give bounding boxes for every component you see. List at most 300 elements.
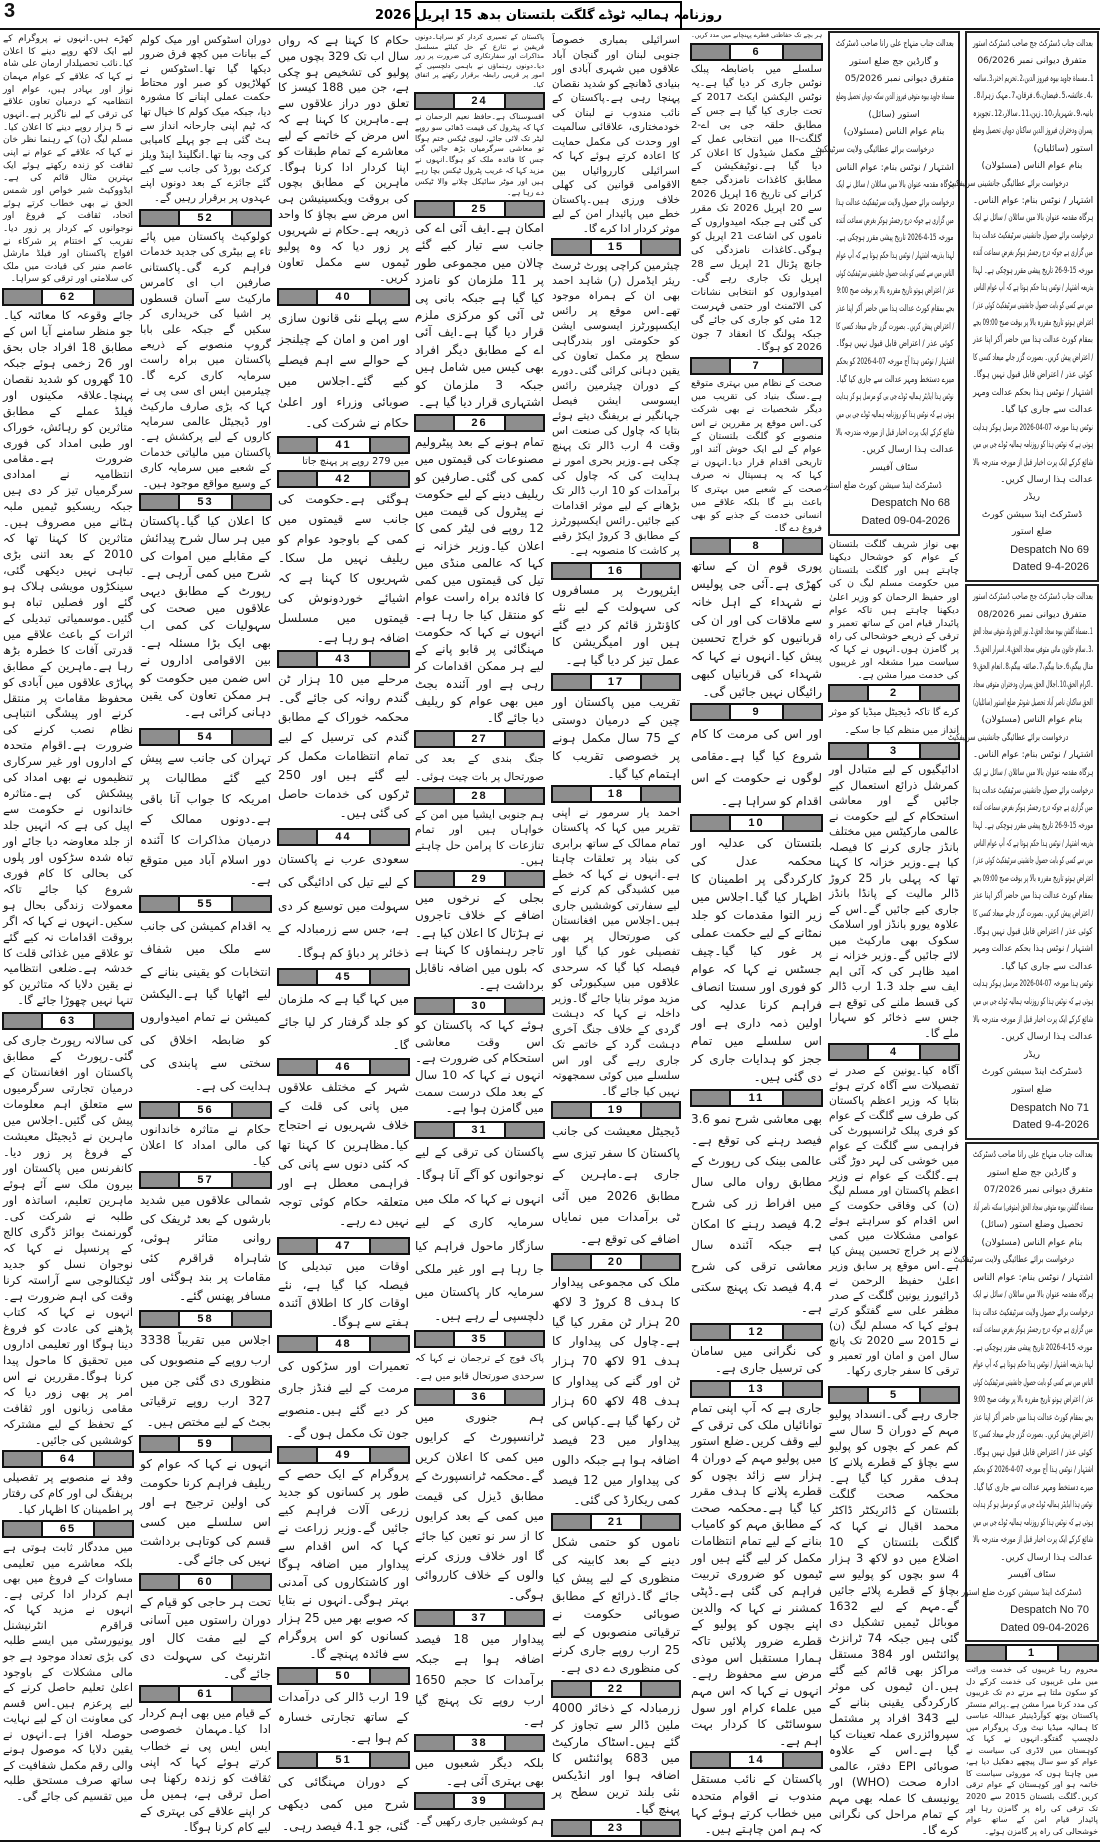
separator-bar-right — [784, 1325, 821, 1339]
separator-bar-right — [95, 1522, 132, 1536]
section-separator — [690, 703, 823, 721]
section-separator — [551, 1101, 681, 1119]
news-paragraph: ہوگئی ہے۔حکومت کی جانب سے قیمتوں میں کمی کے باوجود عوام کو ریلیف نہیں مل سکا۔شہریوں کا کہنا ہے کہ اشیائے خوردونوش کی قیمتوں میں مسلسل اضافہ ہو رہا ہے۔ — [278, 492, 409, 645]
notice-line-text: درخواست برائے حصول جانشینی سرٹیفکیٹ عدالت ہذا — [972, 230, 1093, 241]
notice-line — [834, 495, 954, 513]
notice-line-text: عدالت سے جاری کیا گیا۔ — [1000, 405, 1093, 416]
notice-line-text: اشتہار / نوٹس بنام: عوام الناس — [973, 1272, 1093, 1283]
news-text — [277, 848, 410, 966]
section-separator — [414, 1734, 545, 1752]
news-text — [690, 834, 823, 1087]
notice-line-text: ہوتی ہے کہ نوٹس ہذا کو روزنامہ ہمالیہ ٹوڈے جی بی میں — [972, 440, 1093, 451]
news-paragraph: اوقات میں تبدیلی کا فیصلہ کیا گیا ہے، نئے اوقات کار کا اطلاق آئندہ ہفتے سے ہوگا۔ — [278, 1259, 409, 1329]
section-separator — [277, 1751, 410, 1769]
section-separator — [277, 1058, 410, 1076]
separator-number: 43 — [316, 652, 370, 666]
news-text — [2, 308, 134, 1010]
notice-line — [971, 1165, 1093, 1183]
notice-line-text: ضلع استور — [1011, 1085, 1053, 1096]
news-paragraph: تحت ہر حاجی کو قیام کے دوران راستوں میں آسانی کے لیے مفت کال اور انٹرنیٹ کی سہولت دی جائے گی۔ — [140, 1595, 271, 1681]
news-paragraph: کرے گا تاکہ ڈیجیٹل میڈیا کو موثر انداز میں منظم کیا جا سکے۔ — [829, 707, 959, 736]
news-text — [139, 229, 272, 491]
separator-bar-right — [371, 970, 408, 984]
notice-line-text: Despatch No 70 — [1010, 1604, 1089, 1616]
notice-line — [971, 1497, 1093, 1515]
notice-line-text: ہرگاہ مقدمہ عنوان بالا میں سائلان / سائل نے ایک — [972, 213, 1093, 224]
separator-number: 26 — [453, 416, 506, 430]
separator-bar-left — [553, 675, 590, 689]
section-separator — [139, 1171, 272, 1189]
separator-bar-right — [642, 787, 679, 801]
separator-bar-left — [692, 816, 729, 830]
separator-bar-left — [416, 94, 453, 108]
notice-line — [971, 959, 1093, 977]
notice-line — [971, 712, 1093, 730]
separator-bar-left — [279, 1753, 316, 1767]
separator-bar-right — [371, 1239, 408, 1253]
notice-line-text: نوٹس ہذا مورخہ 07-04-2026 مرسل ہوکر ہدایت — [973, 979, 1093, 990]
news-text — [277, 670, 410, 826]
notice-line-text: میں گزاری ہے جوکہ درج رجسٹر ہوکر بغرض سماعت آئندہ — [973, 803, 1093, 814]
separator-number: 50 — [316, 1669, 370, 1683]
separator-number: 49 — [316, 1448, 370, 1462]
news-paragraph: پروگرام کے ایک حصے کے طور پر کسانوں کو جدید زرعی آلات فراہم کیے جائیں گے۔وزیر زراعت نے کہا کہ اس اقدام سے پیداوار میں اضافہ ہوگا اور کاشتکاروں کی آمدنی بہتر ہوگی۔انہوں نے بتایا کہ صوبے بھر میں 25 ہزار کسانوں کو اس پروگرام سے فائدہ پہنچے گا۔ — [278, 1467, 409, 1661]
notice-line — [971, 906, 1093, 924]
section-separator — [139, 1435, 272, 1453]
news-paragraph: محروم رہا غریبوں کی خدمت وراثت میں ملی غریبوں کی خدمت کرکے دل کو سکون ملتا ہے مرتے دم تک غریبوں کی مدد کرنا میرا مشن ہے۔پرائم منسٹر پاکستان یوتھ کوآرڈینیٹر عبداللہ عباسی کا ہمالیہ میڈیا نیٹ ورک پروگرام میں دلچسپ گفتگو۔انہوں نے کہا کہ کوہستان میں لاڈری کی سیاست نے عوام کو سو سال پیچھے دھکیل دیا ہے، میں چاہتا ہوں کہ موروثی سیاست کا خاتمہ ہو اور کوہستان کے عوام ترقی کریں۔گلگت بلتستان 2015 سے 2020 تک ترقی کی راہ پر گامزن رہا اور پائیدار قیام امن کے ساتھ عوام خوشحالی کی راہ پر گامزن ہوئے۔ — [966, 1665, 1098, 1836]
separator-bar-right — [506, 1332, 543, 1346]
separator-number: 6 — [729, 45, 783, 59]
separator-bar-right — [371, 830, 408, 844]
separator-number: 40 — [316, 290, 370, 304]
notice-line-text: ہرگاہ مقدمہ عنوان بالا میں سائلان / سائل نے ایک — [972, 768, 1093, 779]
separator-number: 45 — [316, 970, 370, 984]
separator-bar-right — [642, 1821, 679, 1835]
news-text — [139, 1705, 272, 1838]
news-text — [2, 1540, 134, 1812]
news-text — [139, 513, 272, 726]
news-text — [414, 750, 545, 785]
separator-number: 63 — [41, 1014, 95, 1028]
notice-line-text: مورخہ 15-4-2026 تاریخ پیشی مقرر ہوچکی ہے۔ — [836, 233, 954, 244]
section-separator — [139, 1685, 272, 1703]
masthead-title: روزنامہ ہمالیہ ٹوڈے گلگت بلتستان بدھ 15 اپریل 2026 — [374, 8, 723, 23]
notice-line — [971, 507, 1093, 524]
separator-bar-left — [4, 290, 41, 304]
separator-number: 7 — [729, 359, 783, 373]
section-separator — [2, 288, 134, 306]
separator-number: 61 — [178, 1687, 232, 1701]
separator-number: 15 — [590, 240, 643, 254]
notice-line-text: عذر / اعتراض ہوتو تاریخ مقررہ بالا پر بوقت صبح 9:00 — [836, 286, 954, 297]
news-paragraph: ہم کوششیں جاری رکھیں گے۔ — [415, 1816, 544, 1827]
notice-line-text: کوئی عذر / اعتراض قابل قبول نہیں ہوگا۔ — [973, 370, 1093, 381]
notice-line — [834, 389, 954, 407]
separator-bar-right — [233, 211, 270, 225]
notice-line-text: عدالت سے جاری کیا گیا۔ — [1000, 961, 1093, 972]
news-paragraph: وفد نے منصوبے پر تفصیلی بریفنگ لی اور کام کی رفتار پر اطمینان کا اظہار کیا۔ — [3, 1471, 133, 1516]
notice-line — [971, 245, 1093, 262]
news-paragraph: افسوسناک ہے۔حافظ نعیم الرحمان نے کہا کہ پیٹرول کی قیمت ڈھائی سو روپے لیٹر تک لائی جائے، لیوی ٹیکس ختم ہوگا تو معاشی سرگرمیاں بڑھ جائیں گی جس کا فائدہ ملک کو ہوگا۔انہوں نے مزید کہا کہ غریب پٹرول ٹیکس بچا رہے ہیں اور موٹر سائیکل چلانے والا ٹیکس دے رہا ہے۔ — [415, 112, 544, 197]
separator-number: 38 — [453, 1736, 506, 1750]
separator-bar-right — [95, 290, 132, 304]
news-text — [139, 33, 272, 207]
separator-bar-right — [506, 1390, 543, 1404]
separator-bar-right — [506, 416, 543, 430]
news-text — [690, 557, 823, 701]
separator-bar-left — [279, 1060, 316, 1074]
notice-line — [971, 158, 1093, 175]
section-separator — [2, 1450, 134, 1468]
news-paragraph: میں کہا گیا ہے کہ ملزمان کو جلد گرفتار کر لیا جائے گا۔ — [278, 992, 409, 1052]
notice-line-text: مسماة گلشن بیوہ متوفی سجاد الحق (متوفی) سکنہ ناصر آباد — [972, 1202, 1093, 1213]
news-paragraph: بھی معاشی شرح نمو 3.6 فیصد رہنے کی توقع ہے۔عالمی بینک کی رپورٹ کے مطابق رواں مالی سال میں افراط زر کی شرح 4.2 فیصد رہنے کا امکان ہے جبکہ آئندہ سال معاشی ترقی کی شرح 4.4 فیصد تک پہنچ سکتی ہے۔ — [691, 1112, 822, 1315]
separator-bar-left — [553, 1682, 590, 1696]
notice-line — [971, 853, 1093, 871]
separator-number: 13 — [729, 1382, 783, 1396]
separator-bar-left — [830, 744, 867, 758]
separator-number: 39 — [453, 1794, 506, 1808]
notice-line — [971, 123, 1093, 140]
notice-line-text: متفرق دیوانی نمبر 08/2026 — [977, 609, 1087, 620]
notice-line — [971, 1182, 1093, 1200]
news-text — [414, 807, 545, 868]
notice-line-text: درخواست برائے حصول ولایت سرٹیفکیٹ عدالت ہذا — [972, 1307, 1093, 1318]
notice-line — [971, 783, 1093, 801]
notice-line — [971, 1305, 1093, 1323]
separator-number: 59 — [178, 1437, 232, 1451]
news-text — [551, 805, 681, 1099]
section-separator — [551, 1680, 681, 1698]
separator-bar-right — [642, 675, 679, 689]
notice-line-text: میرے دستخط ومہر عدالت سے جاری کیا گیا۔ — [972, 1482, 1093, 1493]
notice-line-text: اشتہار / نوٹس ہذا بحکم عدالت ومہر — [973, 944, 1093, 955]
news-text — [277, 490, 410, 648]
news-paragraph: بلتستان کی عدلیہ اور محکمہ عدل کی کارکردگی پر اطمینان کا اظہار کیا گیا۔اجلاس میں زیر التوا مقدمات کو جلد نمٹانے کے لیے حکمت عملی پر غور کیا گیا۔چیف جسٹس نے کہا کہ عوام کو فوری اور سستا انصاف فراہم کرنا عدلیہ کی اولین ذمہ داری ہے اور اس سلسلے میں تمام ججز کو ہدایات جاری کر دی گئی ہیں۔ — [691, 836, 822, 1084]
separator-bar-right — [233, 1437, 270, 1451]
news-column — [139, 0, 272, 1843]
notice-line-text: بمقام کورٹ عدالت ہذا میں حاضر آکر اپنا عذر — [973, 335, 1093, 346]
separator-bar-left — [279, 438, 316, 452]
notice-line-text: نوٹس ہذا ایڈیٹر ہمالیہ ٹوڈے جی بی کو مرسل ہو کر ہدایت — [836, 392, 954, 403]
section-separator — [139, 209, 272, 227]
separator-bar-left — [279, 290, 316, 304]
notice-line — [971, 1287, 1093, 1305]
separator-bar-right — [784, 816, 821, 830]
separator-bar-left — [279, 652, 316, 666]
notice-line-text: بجے بمقام کورٹ عدالت ہذا میں حاضر آکر اپنا عذر — [972, 1412, 1093, 1423]
separator-bar-left — [416, 1123, 453, 1137]
news-paragraph: 19 ارب ڈالر کی درآمدات کے ساتھ تجارتی خسارہ کم ہوا ہے۔ — [278, 1690, 409, 1745]
separator-number: 37 — [453, 1611, 506, 1625]
notice-line — [971, 71, 1093, 88]
separator-bar-right — [506, 732, 543, 746]
notice-line-text: بعدالت جناب ڈسٹرکٹ جج صاحب ڈسٹرکٹ استور — [972, 592, 1093, 602]
notice-line-text: بعدالت جناب منہاج علی رانا صاحب ڈسٹرکٹ — [836, 39, 954, 49]
section-separator — [414, 1121, 545, 1139]
notice-line — [971, 455, 1093, 472]
masthead — [374, 1, 723, 30]
notice-line-text: ریڈر — [1024, 492, 1040, 503]
separator-bar-right — [233, 1312, 270, 1326]
news-paragraph: پوری قوم ان کے ساتھ کھڑی ہے۔آئی جی پولیس نے شہداء کے اہل خانہ سے ملاقات کی اور ان کی قربانیوں کو خراج تحسین پیش کیا۔انہوں نے کہا کہ شہداء کی قربانیاں کبھی رائیگاں نہیں جائیں گی۔ — [691, 559, 822, 699]
notice-line — [971, 836, 1093, 854]
notice-line-text: بجے بمقام کورٹ عدالت ہذا میں حاضر آکر اپنا عذر — [835, 304, 954, 315]
separator-number: 23 — [590, 1821, 643, 1835]
news-paragraph: پاک فوج کے ترجمان نے کہا کہ سرحدی صورتحال قابو میں ہے۔ — [415, 1353, 544, 1382]
separator-bar-left — [141, 730, 178, 744]
news-paragraph: مرحلے میں 10 ہزار ٹن گندم روانہ کی جائے گی۔محکمہ خوراک کے مطابق گندم کی ترسیل کے لیے تمام انتظامات مکمل کر لیے گئے ہیں اور 250 ٹرکوں کی خدمات حاصل کی گئی ہیں۔ — [278, 672, 409, 821]
news-column — [277, 0, 410, 1843]
notice-line-text: اشتہار / نوٹس ہذا آج مورخہ 07-4-2026 کو بحکم — [835, 357, 954, 368]
separator-number: 27 — [453, 732, 506, 746]
separator-number: 20 — [590, 1255, 643, 1269]
separator-bar-right — [506, 94, 543, 108]
notice-line — [971, 106, 1093, 123]
notice-line — [947, 176, 1093, 193]
notice-line-text: ہوتی ہے کہ نوٹس ہذا کو روزنامہ ہمالیہ ٹوڈے جی بی میں — [972, 1517, 1093, 1528]
separator-number: 51 — [316, 1753, 370, 1767]
notice-line-text: نوٹس ہذا ایڈیٹر ہمالیہ ٹوڈے جی بی کو مرسل ہو کر ہدایت — [973, 1500, 1093, 1510]
news-text — [414, 220, 545, 412]
separator-number: 12 — [729, 1325, 783, 1339]
separator-bar-left — [553, 1515, 590, 1529]
notice-line-text: Despatch No 68 — [871, 497, 950, 510]
section-separator — [2, 1012, 134, 1030]
separator-bar-left — [279, 970, 316, 984]
section-separator — [414, 1792, 545, 1810]
notice-line — [971, 280, 1093, 297]
separator-bar-right — [371, 438, 408, 452]
news-text — [414, 890, 545, 995]
news-text — [414, 434, 545, 728]
news-paragraph: پاکستان کے نائب مستقل مندوب نے اقوام متحدہ میں خطاب کرتے ہوئے کہا کہ ہم امن چاہتے ہیں۔ — [691, 1772, 822, 1837]
separator-bar-left — [416, 789, 453, 803]
notice-line-text: و گارڈین جج ضلع استور — [987, 1167, 1077, 1178]
section-separator — [414, 787, 545, 805]
notice-line — [971, 1322, 1093, 1340]
news-text — [690, 1109, 823, 1321]
news-column — [551, 0, 681, 1843]
separator-bar-left — [141, 897, 178, 911]
notice-line — [823, 478, 954, 496]
notice-line — [971, 642, 1093, 660]
section-separator — [277, 1335, 410, 1353]
separator-number: 31 — [453, 1123, 506, 1137]
notice-line-text: / اعتراض پیش کریں۔ بصورت گزر جانے میعاد کسی کا — [972, 1430, 1093, 1440]
notice-line-text: ہوتی ہے کہ نوٹس ہذا کو روزنامہ ہمالیہ ٹوڈے جی بی میں — [835, 410, 954, 421]
section-separator — [277, 828, 410, 846]
news-text — [551, 1273, 681, 1511]
section-separator — [551, 1253, 681, 1271]
notice-line — [971, 437, 1093, 454]
news-paragraph: تہران کی جانب سے پیش کیے گئے مطالبات پر امریکہ کا جواب آنا باقی ہے۔دونوں ممالک کے درمیان مذاکرات کا آئندہ دور اسلام آباد میں متوقع ہے۔ — [140, 751, 271, 888]
separator-bar-right — [233, 730, 270, 744]
section-separator — [139, 895, 272, 913]
separator-number: 18 — [590, 787, 643, 801]
separator-bar-right — [642, 1682, 679, 1696]
notice-line-text: کوئی عذر / اعتراض قابل قبول نہیں ہوگا۔ — [973, 926, 1093, 937]
separator-bar-right — [371, 652, 408, 666]
separator-bar-left — [692, 705, 729, 719]
separator-number: 65 — [41, 1522, 95, 1536]
section-separator — [277, 1667, 410, 1685]
news-text — [139, 1593, 272, 1683]
section-separator — [551, 1819, 681, 1837]
news-paragraph: دوران اسٹوکس اور میک کولم کے بیانات میں کچھ فرق ضرور دیکھا گیا تھا۔اسٹوکس نے کھلاڑیوں کو صبر اور محتاط حکمت عملی اپنانے کا مشورہ دیا، جبکہ میک کولم کا خیال تھا کہ ٹیم اپنی جارحانہ انداز سے ہٹ گئی ہے جو پہلے کامیابی کی وجہ بنا تھا۔انگلینڈ اینڈ ویلز کرکٹ بورڈ کی جانب سے کیے گئے جائزے کے بعد دونوں اپنے عہدوں پر برقرار رہیں گے۔ — [140, 34, 271, 204]
notice-line — [971, 1620, 1093, 1638]
news-paragraph: حکام کا کہنا ہے کہ رواں سال اب تک 329 بچوں میں پولیو کی تشخیص ہو چکی ہے، جن میں 188 کیسز کا تعلق دور دراز علاقوں سے ہے۔ماہرین کا کہنا ہے کہ اس مرض کے خاتمے کے لیے معاشرے کے تمام طبقات کو اپنا کردار ادا کرنا ہوگا۔ماہرین کے مطابق بچوں کی بروقت ویکسینیشن ہی اس مرض سے بچاؤ کا واحد ذریعہ ہے۔حکام نے شہریوں پر زور دیا کہ وہ پولیو ٹیموں سے مکمل تعاون کریں۔ — [278, 33, 409, 285]
news-paragraph: بجلی کے نرخوں میں اضافے کے خلاف تاجروں نے ہڑتال کا اعلان کیا ہے۔تاجر رہنماؤں کا کہنا ہے کہ بلوں میں اضافہ ناقابل برداشت ہے۔ — [415, 891, 544, 992]
separator-number: 21 — [590, 1515, 643, 1529]
separator-bar-right — [95, 1452, 132, 1466]
separator-bar-left — [416, 732, 453, 746]
news-text — [139, 748, 272, 893]
news-paragraph: آگاہ کیا۔یونین کے صدر نے تفصیلات سے آگاہ کرتے ہوئے بتایا کہ وزیر اعظم پاکستان کی طرف سے گلگت کے عوام کو فری پبلک ٹرانسپورٹ کی فراہمی سے گلگت کے عوام میں خوشی کی لہر دوڑ گئی ہے۔گلگت کے عوام نے وزیر اعظم پاکستان اور مسلم لیگ (ن) کی وفاقی حکومت کے اس اقدام کو سراہتے ہوئے عوامی مشکلات میں کمی لانے پر خراج تحسین پیش کیا ہے۔اس موقع پر سابق وزیر اعلیٰ حفیظ الرحمن نے ڈرائیورز یونین گلگت کے صدر مظفر علی سے گفتگو کرتے ہوئے کہا کہ مسلم لیگ (ن) نے 2015 سے 2020 تک پانچ سال امن و امان اور تعمیر و ترقی کا سفر جاری رکھا۔ — [829, 1064, 960, 1378]
notice-line-text: بنام عوام الناس (مسئولان) — [843, 127, 945, 138]
notice-line-text: ڈسٹرکٹ اینڈ سیشن کورٹ ضلع استور — [961, 1587, 1082, 1598]
news-text — [139, 1191, 272, 1308]
separator-number: 41 — [316, 438, 370, 452]
news-paragraph: کی سالانہ رپورٹ جاری کی گئی۔رپورٹ کے مطابق پاکستان اور افغانستان کے درمیان تجارتی سرگرمیوں سے متعلق اہم معلومات پیش کی گئیں۔اجلاس میں ماہرین نے ڈیجیٹل معیشت کے فروغ پر زور دیا۔کانفرنس میں پاکستان اور بیرون ملک سے آئے ہوئے ماہرین تعلیم، اساتذہ اور طلبہ نے شرکت کی۔گورنمنٹ بوائز ڈگری کالج کے پرنسپل نے کہا کہ نوجوان نسل کو جدید ٹیکنالوجی سے آراستہ کرنا وقت کی اہم ضرورت ہے۔انہوں نے کہا کہ کتاب پڑھنے کی عادت کو فروغ دینا ہوگا اور تعلیمی اداروں میں تحقیق کا ماحول پیدا کرنا ہوگا۔مقررین نے اس امر پر بھی زور دیا کہ مقامی زبانوں اور ثقافت کے تحفظ کے لیے مشترکہ کوششیں کی جائیں۔ — [3, 1033, 133, 1447]
separator-bar-right — [642, 1255, 679, 1269]
separator-bar-left — [416, 202, 453, 216]
notice-line-text: کوئی عذر / اعتراض قابل قبول نہیں ہوگا۔ — [973, 1447, 1093, 1458]
notice-line-text: اشتہار / نوٹس بنام: عوام الناس۔ — [972, 750, 1093, 761]
notice-line-text: لہذا بذریعہ اشتہار / نوٹس ہذا حکم ہوتا ہے کہ آپ عوام — [973, 1360, 1093, 1370]
news-paragraph: کا اعلان کیا گیا۔پاکستان میں ہر سال شرح پیدائش کے مقابلے میں اموات کی شرح میں کمی آرہی ہے۔رپورٹ کے مطابق دیہی علاقوں میں صحت کی سہولیات کی کمی اب بھی ایک بڑا مسئلہ ہے۔بین الاقوامی اداروں نے اس ضمن میں حکومت کو ہر ممکن تعاون کی یقین دہانی کرائی ہے۔ — [140, 514, 271, 720]
separator-bar-right — [233, 1575, 270, 1589]
news-text — [551, 582, 681, 671]
notice-line — [971, 1082, 1093, 1100]
notice-line — [971, 765, 1093, 783]
news-paragraph: اسرائیلی بمباری خصوصاً جنوبی لبنان اور گنجان آباد علاقوں میں شہری آبادی اور بنیادی ڈھانچے کو شدید نقصان پہنچا رہی ہے۔پاکستان کے نائب مندوب نے لبنان کی خودمختاری، علاقائی سالمیت اور وحدت کی مکمل حمایت کا اعادہ کرتے ہوئے کہا کہ اسرائیلی کارروائیاں بین الاقوامی قوانین کی کھلی خلاف ورزی ہیں۔پاکستان خطے میں پائیدار امن کے لیے موثر کردار ادا کرے گا۔ — [552, 34, 680, 235]
separator-bar-right — [642, 564, 679, 578]
separator-bar-right — [784, 705, 821, 719]
separator-number: 14 — [729, 1753, 783, 1767]
separator-bar-left — [553, 564, 590, 578]
news-paragraph: پاکستان کی ترقی کے لیے نوجوانوں کو آگے آنا ہوگا۔انہوں نے کہا کہ ملک میں سرمایہ کاری کے لیے سازگار ماحول فراہم کیا جا رہا ہے اور غیر ملکی سرمایہ کار پاکستان میں دلچسپی لے رہے ہیں۔ — [415, 1145, 544, 1323]
separator-bar-left — [553, 1821, 590, 1835]
notice-line — [971, 941, 1093, 959]
separator-bar-right — [642, 240, 679, 254]
separator-number: 9 — [729, 705, 783, 719]
news-paragraph: سلسلے میں باضابطہ پبلک نوٹس جاری کر دیا گیا ہے۔یہ نوٹس الیکشن ایکٹ 2017 کے تحت جاری کیا گیا ہے جس کے مطابق حلقہ جی بی اے-2 گلگت-II میں انتخابی عمل کے لیے مکمل شیڈول کا اعلان کر دیا گیا ہے۔نوٹیفکیشن کے مطابق کاغذات نامزدگی جمع کرانے کی تاریخ 16 اپریل 2026 سے 20 اپریل 2026 تک مقرر کی گئی ہے جبکہ امیدواروں کے ناموں کی اشاعت 21 اپریل کو ہوگی۔کاغذات نامزدگی کی جانچ پڑتال 21 اپریل سے 28 اپریل تک جاری رہے گی۔امیدواروں کو انتخابی نشانات کی الاٹمنٹ اور حتمی فہرست 12 مئی کو جاری کی جائے گی جبکہ پولنگ کا انعقاد 7 جون 2026 کو ہوگا۔ — [691, 64, 823, 354]
separator-bar-left — [692, 539, 729, 553]
section-separator — [139, 1101, 272, 1119]
separator-bar-right — [506, 1736, 543, 1750]
separator-number: 54 — [178, 730, 232, 744]
notice-line-text: اشتہار / نوٹس ہذا آج مورخہ 07-4-2026 کو بحکم — [972, 1465, 1093, 1475]
news-text — [277, 1687, 410, 1749]
separator-bar-right — [371, 472, 408, 486]
notice-line — [971, 659, 1093, 677]
separator-bar-left — [279, 830, 316, 844]
notice-line-text: ہرگاہ مقدمہ عنوان بالا میں سائلان / سائل نے ایک — [835, 180, 954, 191]
section-separator — [965, 1644, 1099, 1662]
notice-line — [971, 420, 1093, 437]
notice-line-text: ہوتی ہے کہ نوٹس ہذا کو روزنامہ ہمالیہ ٹوڈے جی بی میں — [972, 997, 1093, 1008]
news-text — [551, 1121, 681, 1251]
separator-bar-left — [4, 1522, 41, 1536]
notice-line-text: مورخہ 15-4-2026 تاریخ پیشی مقرر ہوچکی ہے۔ — [973, 1342, 1093, 1353]
news-text — [139, 1330, 272, 1433]
separator-bar-right — [506, 999, 543, 1013]
news-text — [551, 693, 681, 783]
news-paragraph: ملک کی مجموعی پیداوار کا ہدف 8 کروڑ 3 لاکھ 20 ہزار ٹن مقرر کیا گیا ہے۔چاول کی پیداوار کا ہدف 91 لاکھ 70 ہزار ٹن اور گنے کی پیداوار کا ہدف 48 لاکھ 60 ہزار ٹن رکھا گیا ہے۔کپاس کی پیداوار میں 23 فیصد اضافہ ہوا ہے جبکہ دالوں کی پیداوار میں 12 فیصد کمی ریکارڈ کی گئی۔ — [552, 1275, 681, 1507]
news-paragraph: جاری رہے گی۔انسداد پولیو مہم کے دوران 5 سال سے کم عمر کے بچوں کو پولیو سے بچاؤ کے قطرے پلانے کا ہدف مقرر کیا گیا ہے۔محکمہ صحت گلگت بلتستان کے ڈائریکٹر ڈاکٹر محمد اقبال نے کہا کہ گلگت بلتستان کے 10 اضلاع میں دو لاکھ 3 ہزار 4 سو بچوں کو پولیو سے بچاؤ کے قطرے پلائے جائیں گے۔مہم کے لیے 1632 موبائل ٹیمیں تشکیل دی گئی ہیں جبکہ 74 ٹرانزٹ پوائنٹس اور 384 مستقل مراکز بھی قائم کیے گئے ہیں۔ان ٹیموں کی موثر کارکردگی یقینی بنانے کے لیے 343 افراد پر مشتمل سپروائزری عملہ تعینات کیا گیا ہے۔اس کے علاوہ صوبائی EPI دفتر، عالمی ادارہ صحت (WHO) اور یونیسف کا عملہ بھی مہم کے تمام مراحل کی نگرانی کرے گا۔ — [829, 1407, 959, 1837]
section-separator — [139, 493, 272, 511]
news-text — [139, 1455, 272, 1571]
news-paragraph: کھڑے ہیں۔انہوں نے پروگرام کے لیے ایک لاکھ روپے دینے کا اعلان کیا۔نائب تحصیلدار ارمان علی شاہ نے کہا کہ علاقے کے عوام مہمان نواز اور بہادر ہیں، عوام اور انتظامیہ کے درمیان تعاون علاقے کی ترقی کے لیے ناگزیر ہے۔انہوں نے 5 ہزار روپے دینے کا اعلان کیا۔مسلم لیگ (ن) کے رہنما نظر خان نے کہا کہ علاقے کے عوام نے اپنی ثقافت کو زندہ رکھتے ہوئے ایک بہترین مثال قائم کی ہے۔ایڈووکیٹ شیر خواص اور شمس الحق نے بھی خطاب کرتے ہوئے اتحاد، ثقافت کے فروغ اور نوجوانوں کے کردار پر زور دیا۔تقریب کے اختتام پر شرکاء نے افواج پاکستان اور فیلڈ مارشل عاصم منیر کی قیادت میں ملک کی سلامتی اور ترقی کو سراہا۔ — [3, 34, 133, 285]
notice-line-text: Dated 9-4-2026 — [1012, 561, 1089, 574]
separator-number: 46 — [316, 1060, 370, 1074]
notice-line-text: میں گزاری ہے جوکہ درج رجسٹر ہوکر بغرض سماعت آئندہ — [836, 215, 954, 226]
separator-number: 17 — [590, 675, 643, 689]
notice-line — [834, 160, 954, 178]
separator-bar-left — [141, 1687, 178, 1701]
notice-line-text: عذر / اعتراض ہوتو تاریخ مقررہ بالا پر بوقت صبح 9:00 — [973, 1395, 1093, 1405]
news-paragraph: شمالی علاقوں میں شدید بارشوں کے بعد ٹریفک کی روانی متاثر ہوئی، شاہراہ قراقرم کئی مقامات پر بند ہوگئی اور مسافر پھنس گئے۔ — [140, 1193, 271, 1303]
notice-line-text: و گارڈین جج ضلع استور — [849, 56, 939, 67]
notice-line-text: مورخہ 15-9-26 تاریخ پیشی مقرر ہوچکی ہے۔ لہذا — [972, 820, 1093, 831]
notice-line — [971, 1462, 1093, 1480]
notice-line-text: درخواست برائے عطائیگی جانشینی سرٹیفکیٹ — [947, 732, 1068, 743]
news-text — [277, 1257, 410, 1333]
notice-line — [971, 677, 1093, 695]
news-paragraph: میں مددگار ثابت ہوتی ہے بلکہ معاشرے میں تعلیمی مساوات کے فروغ میں بھی اہم کردار ادا کرتی ہے۔انہوں نے مزید کہا کہ قراقرم انٹرنیشنل یونیورسٹی میں ایسے طلبہ کی بڑی تعداد موجود ہے جو مالی مشکلات کے باوجود اعلیٰ تعلیم حاصل کرنے کے لیے پرعزم ہیں۔اس قسم کی معاونت ان کے لیے نہایت حوصلہ افزا ہے۔انہوں نے یقین دلایا کہ موصول ہونے والی رقم مکمل شفافیت کے ساتھ صرف مستحق طلبہ میں تقسیم کی جائے گی۔ — [3, 1541, 133, 1803]
separator-number: 56 — [178, 1103, 232, 1117]
separator-bar-right — [506, 872, 543, 886]
separator-bar-right — [784, 1091, 821, 1105]
separator-bar-right — [95, 1014, 132, 1028]
section-separator — [690, 814, 823, 832]
notice-line — [971, 315, 1093, 332]
notice-line-text: اعتراض ہوتو تاریخ مقررہ بالا پر بوقت صبح 09:00 بجے — [972, 318, 1093, 328]
separator-bar-left — [416, 1390, 453, 1404]
separator-number: 57 — [178, 1173, 232, 1187]
separator-bar-right — [506, 789, 543, 803]
section-separator — [414, 414, 545, 432]
separator-number: 60 — [178, 1575, 232, 1589]
separator-bar-right — [506, 202, 543, 216]
news-column — [414, 0, 545, 1843]
notice-line — [971, 800, 1093, 818]
section-separator — [139, 728, 272, 746]
notice-line-text: شائع کرکے ایک پرت اخبار قبل از مورخہ مندرجہ بالا — [972, 457, 1093, 468]
news-text — [2, 1032, 134, 1448]
separator-number: 64 — [41, 1452, 95, 1466]
separator-bar-left — [416, 999, 453, 1013]
notice-line — [971, 36, 1093, 53]
notice-line-text: درخواست برائے عطائیگی ولایت سرٹیفکیٹ — [815, 145, 934, 156]
notice-line — [971, 1550, 1093, 1568]
notice-line-text: عدالت ہذا ارسال کریں۔ — [1000, 1032, 1093, 1043]
notice-line-text: الناس میں سے کسی کو بابت حصول جانشینی سرٹیفکیٹ کوئی — [972, 1377, 1093, 1388]
separator-bar-left — [692, 1325, 729, 1339]
news-text — [414, 1017, 545, 1119]
notice-line — [971, 1340, 1093, 1358]
notice-line-text: ریڈر — [1024, 1049, 1040, 1060]
news-paragraph: جاری ہے کہ آپ اپنی تمام توانائیاں ملک کی ترقی کے لیے وقف کریں۔ضلع استور میں پولیو مہم کے دوران 4 ہزار سے زائد بچوں کو قطرے پلانے کا ہدف مقرر کیا گیا ہے۔محکمہ صحت کے مطابق مہم کو کامیاب بنانے کے لیے تمام انتظامات مکمل کر لیے گئے ہیں اور ٹیموں کو ضروری تربیت فراہم کی گئی ہے۔ڈپٹی کمشنر نے کہا کہ والدین اپنے بچوں کو پولیو کے قطرے ضرور پلائیں تاکہ ہمارا مستقبل اس موذی مرض سے محفوظ رہے۔انہوں نے کہا کہ اس مہم میں علماء کرام اور سول سوسائٹی کا کردار بہت اہم ہے۔ — [691, 1401, 822, 1748]
separator-bar-right — [371, 1060, 408, 1074]
notice-line-text: مورخہ 15-9-26 تاریخ پیشی مقرر ہوچکی ہے۔ لہذا — [972, 265, 1093, 276]
notice-line-text: درخواست برائے عطائیگی جانشینی سرٹیفکیٹ — [947, 178, 1068, 189]
section-separator — [551, 1513, 681, 1531]
separator-bar-right — [233, 1687, 270, 1701]
notice-line — [971, 298, 1093, 315]
news-text — [414, 1812, 545, 1838]
